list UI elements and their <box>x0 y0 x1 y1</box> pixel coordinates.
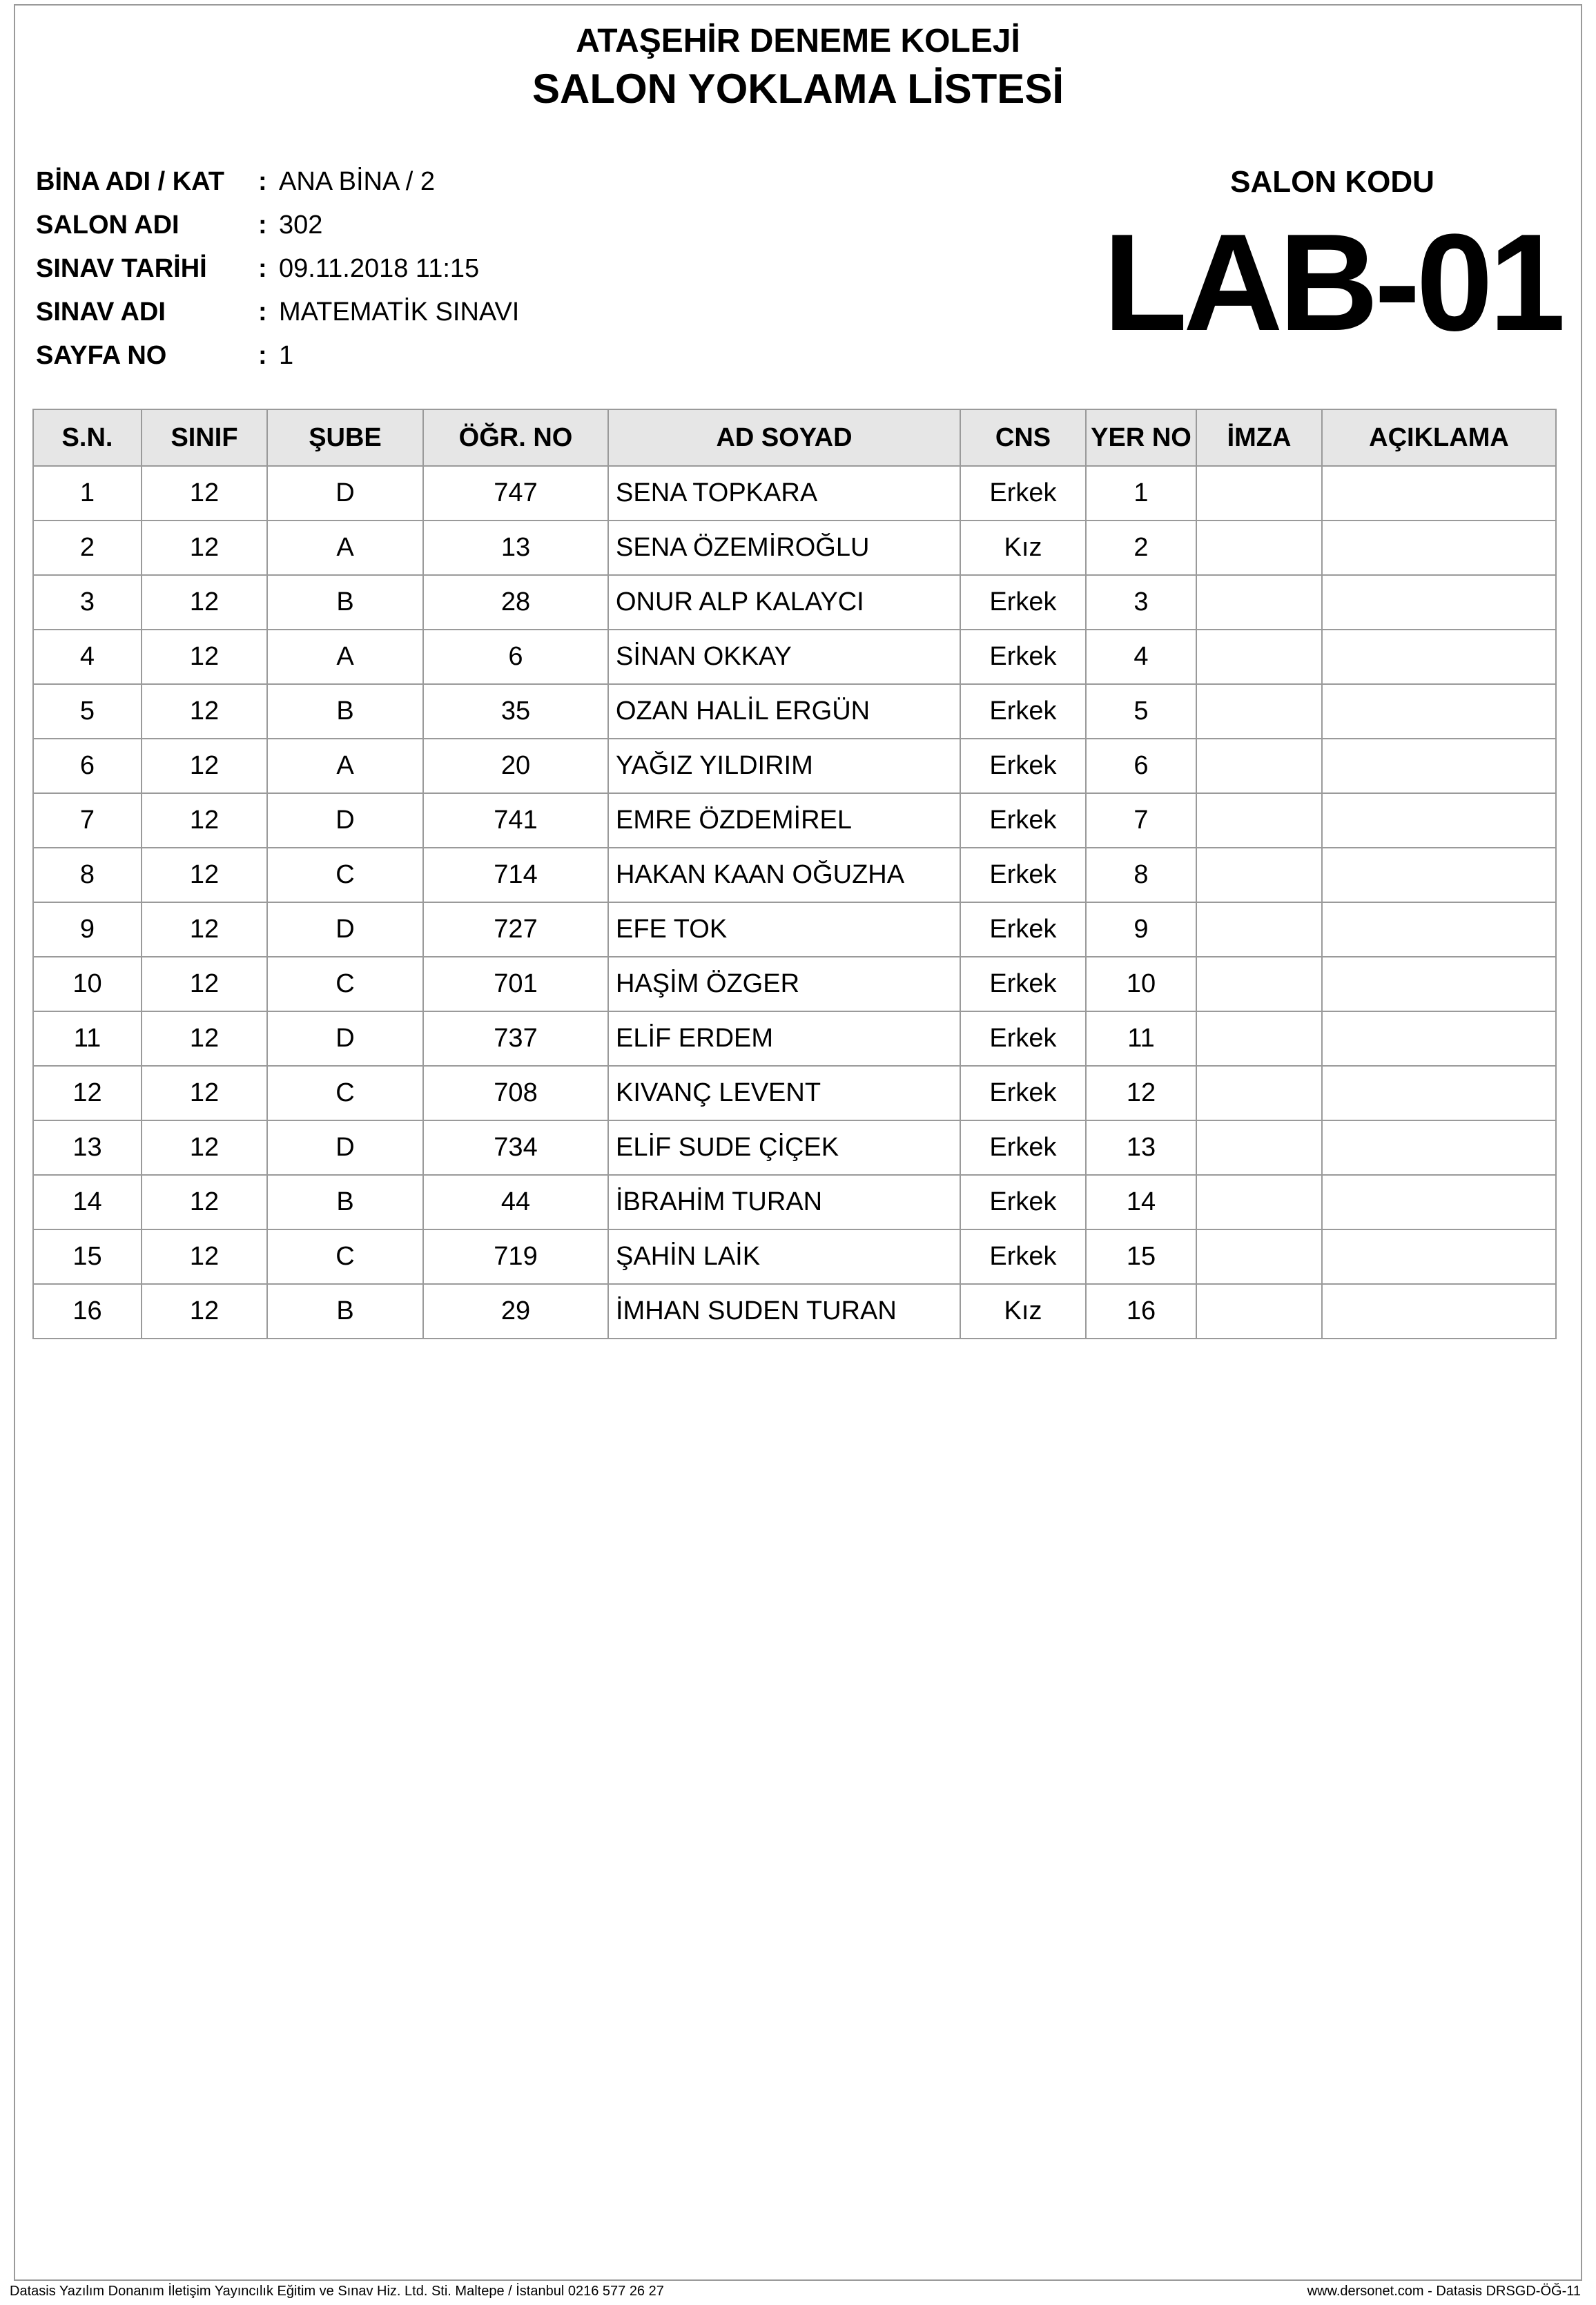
cell-signature <box>1196 1175 1322 1229</box>
cell-class: 12 <box>142 1011 267 1066</box>
cell-class: 12 <box>142 957 267 1011</box>
cell-gender: Erkek <box>960 630 1086 684</box>
cell-seat-no: 12 <box>1086 1066 1196 1120</box>
cell-sn: 2 <box>33 521 142 575</box>
cell-student-no: 29 <box>423 1284 608 1339</box>
info-label: SALON ADI <box>36 211 179 240</box>
cell-notes <box>1322 902 1556 957</box>
cell-gender: Erkek <box>960 1175 1086 1229</box>
cell-seat-no: 6 <box>1086 739 1196 793</box>
cell-student-name: YAĞIZ YILDIRIM <box>608 739 960 793</box>
cell-student-name: İBRAHİM TURAN <box>608 1175 960 1229</box>
cell-signature <box>1196 793 1322 848</box>
cell-gender: Erkek <box>960 466 1086 521</box>
cell-branch: D <box>267 1120 423 1175</box>
cell-notes <box>1322 1011 1556 1066</box>
footer-company-info: Datasis Yazılım Donanım İletişim Yayıncılık Eğitim ve Sınav Hiz. Ltd. Sti. Maltepe / İstanbul 0216 577 26 27 <box>10 2284 664 2299</box>
cell-seat-no: 16 <box>1086 1284 1196 1339</box>
cell-notes <box>1322 793 1556 848</box>
cell-student-no: 734 <box>423 1120 608 1175</box>
cell-branch: D <box>267 793 423 848</box>
cell-sn: 6 <box>33 739 142 793</box>
cell-sn: 3 <box>33 575 142 630</box>
cell-signature <box>1196 848 1322 902</box>
cell-branch: B <box>267 684 423 739</box>
salon-code: LAB-01 <box>1102 206 1562 360</box>
cell-student-name: SENA ÖZEMİROĞLU <box>608 521 960 575</box>
cell-signature <box>1196 1011 1322 1066</box>
cell-seat-no: 4 <box>1086 630 1196 684</box>
info-value: 302 <box>279 211 323 240</box>
cell-gender: Erkek <box>960 1120 1086 1175</box>
table-row <box>33 575 1556 630</box>
cell-class: 12 <box>142 1175 267 1229</box>
cell-seat-no: 8 <box>1086 848 1196 902</box>
cell-signature <box>1196 466 1322 521</box>
cell-sn: 10 <box>33 957 142 1011</box>
column-header: ŞUBE <box>267 409 423 466</box>
cell-class: 12 <box>142 1120 267 1175</box>
cell-class: 12 <box>142 902 267 957</box>
cell-branch: C <box>267 1066 423 1120</box>
cell-student-no: 708 <box>423 1066 608 1120</box>
cell-sn: 13 <box>33 1120 142 1175</box>
cell-branch: D <box>267 902 423 957</box>
info-value: MATEMATİK SINAVI <box>279 298 520 327</box>
table-header-row <box>33 409 1556 466</box>
info-colon: : <box>258 211 267 240</box>
cell-gender: Erkek <box>960 1066 1086 1120</box>
cell-sn: 11 <box>33 1011 142 1066</box>
cell-student-no: 727 <box>423 902 608 957</box>
cell-notes <box>1322 466 1556 521</box>
info-label: SINAV ADI <box>36 298 166 327</box>
salon-code-label: SALON KODU <box>1230 165 1434 199</box>
cell-gender: Erkek <box>960 957 1086 1011</box>
cell-seat-no: 1 <box>1086 466 1196 521</box>
cell-class: 12 <box>142 630 267 684</box>
cell-notes <box>1322 630 1556 684</box>
cell-gender: Erkek <box>960 793 1086 848</box>
cell-notes <box>1322 848 1556 902</box>
cell-signature <box>1196 902 1322 957</box>
cell-branch: C <box>267 957 423 1011</box>
info-label: BİNA ADI / KAT <box>36 167 225 196</box>
cell-seat-no: 5 <box>1086 684 1196 739</box>
cell-signature <box>1196 739 1322 793</box>
cell-student-no: 719 <box>423 1229 608 1284</box>
column-header: İMZA <box>1196 409 1322 466</box>
cell-sn: 5 <box>33 684 142 739</box>
cell-signature <box>1196 575 1322 630</box>
info-value: 09.11.2018 11:15 <box>279 254 480 283</box>
cell-branch: C <box>267 848 423 902</box>
column-header: CNS <box>960 409 1086 466</box>
info-label: SAYFA NO <box>36 341 167 370</box>
cell-student-no: 741 <box>423 793 608 848</box>
cell-sn: 9 <box>33 902 142 957</box>
cell-signature <box>1196 1284 1322 1339</box>
cell-gender: Kız <box>960 1284 1086 1339</box>
table-row <box>33 1284 1556 1339</box>
cell-student-name: OZAN HALİL ERGÜN <box>608 684 960 739</box>
school-name: ATAŞEHİR DENEME KOLEJİ <box>576 23 1020 59</box>
cell-student-no: 714 <box>423 848 608 902</box>
table-row <box>33 1066 1556 1120</box>
cell-seat-no: 2 <box>1086 521 1196 575</box>
cell-seat-no: 15 <box>1086 1229 1196 1284</box>
cell-student-name: HAŞİM ÖZGER <box>608 957 960 1011</box>
cell-gender: Erkek <box>960 902 1086 957</box>
cell-student-no: 28 <box>423 575 608 630</box>
info-colon: : <box>258 341 267 370</box>
cell-sn: 12 <box>33 1066 142 1120</box>
info-colon: : <box>258 254 267 283</box>
info-colon: : <box>258 167 267 196</box>
cell-seat-no: 10 <box>1086 957 1196 1011</box>
cell-branch: A <box>267 630 423 684</box>
column-header: S.N. <box>33 409 142 466</box>
cell-student-name: ONUR ALP KALAYCI <box>608 575 960 630</box>
cell-gender: Erkek <box>960 739 1086 793</box>
cell-student-name: SİNAN OKKAY <box>608 630 960 684</box>
document-title: SALON YOKLAMA LİSTESİ <box>532 66 1064 112</box>
cell-student-name: HAKAN KAAN OĞUZHA <box>608 848 960 902</box>
cell-notes <box>1322 957 1556 1011</box>
cell-class: 12 <box>142 466 267 521</box>
cell-notes <box>1322 739 1556 793</box>
cell-gender: Erkek <box>960 848 1086 902</box>
cell-student-name: EFE TOK <box>608 902 960 957</box>
cell-student-no: 44 <box>423 1175 608 1229</box>
column-header: AD SOYAD <box>608 409 960 466</box>
cell-class: 12 <box>142 684 267 739</box>
cell-student-no: 35 <box>423 684 608 739</box>
column-header: SINIF <box>142 409 267 466</box>
info-label: SINAV TARİHİ <box>36 254 207 283</box>
cell-class: 12 <box>142 793 267 848</box>
cell-seat-no: 9 <box>1086 902 1196 957</box>
table-row <box>33 684 1556 739</box>
cell-class: 12 <box>142 1229 267 1284</box>
cell-student-no: 737 <box>423 1011 608 1066</box>
cell-notes <box>1322 1120 1556 1175</box>
cell-sn: 8 <box>33 848 142 902</box>
cell-student-no: 747 <box>423 466 608 521</box>
cell-seat-no: 11 <box>1086 1011 1196 1066</box>
column-header: ÖĞR. NO <box>423 409 608 466</box>
cell-student-name: İMHAN SUDEN TURAN <box>608 1284 960 1339</box>
cell-class: 12 <box>142 848 267 902</box>
table-body <box>33 466 1556 1339</box>
table-row <box>33 957 1556 1011</box>
table-row <box>33 739 1556 793</box>
info-value: ANA BİNA / 2 <box>279 167 435 196</box>
cell-student-name: ŞAHİN LAİK <box>608 1229 960 1284</box>
cell-sn: 4 <box>33 630 142 684</box>
cell-branch: C <box>267 1229 423 1284</box>
cell-branch: A <box>267 739 423 793</box>
cell-seat-no: 14 <box>1086 1175 1196 1229</box>
table-row <box>33 466 1556 521</box>
cell-notes <box>1322 1284 1556 1339</box>
table-row <box>33 848 1556 902</box>
cell-student-name: ELİF ERDEM <box>608 1011 960 1066</box>
cell-class: 12 <box>142 521 267 575</box>
cell-sn: 14 <box>33 1175 142 1229</box>
cell-gender: Erkek <box>960 1011 1086 1066</box>
cell-student-no: 20 <box>423 739 608 793</box>
cell-student-name: EMRE ÖZDEMİREL <box>608 793 960 848</box>
table-row <box>33 1011 1556 1066</box>
cell-branch: B <box>267 1175 423 1229</box>
cell-signature <box>1196 1120 1322 1175</box>
cell-signature <box>1196 1066 1322 1120</box>
info-colon: : <box>258 298 267 327</box>
cell-notes <box>1322 684 1556 739</box>
cell-signature <box>1196 957 1322 1011</box>
cell-branch: B <box>267 575 423 630</box>
table-row <box>33 902 1556 957</box>
cell-class: 12 <box>142 1284 267 1339</box>
column-header: AÇIKLAMA <box>1322 409 1556 466</box>
table-row <box>33 630 1556 684</box>
info-value: 1 <box>279 341 294 370</box>
table-row <box>33 1229 1556 1284</box>
cell-gender: Erkek <box>960 684 1086 739</box>
footer-form-code: www.dersonet.com - Datasis DRSGD-ÖĞ-11 <box>1307 2284 1581 2299</box>
cell-sn: 15 <box>33 1229 142 1284</box>
cell-signature <box>1196 630 1322 684</box>
cell-notes <box>1322 575 1556 630</box>
cell-gender: Erkek <box>960 1229 1086 1284</box>
table-row <box>33 1175 1556 1229</box>
cell-branch: D <box>267 1011 423 1066</box>
cell-gender: Erkek <box>960 575 1086 630</box>
cell-sn: 7 <box>33 793 142 848</box>
cell-notes <box>1322 1066 1556 1120</box>
cell-signature <box>1196 684 1322 739</box>
cell-class: 12 <box>142 575 267 630</box>
cell-seat-no: 13 <box>1086 1120 1196 1175</box>
table-row <box>33 521 1556 575</box>
cell-branch: D <box>267 466 423 521</box>
cell-student-name: SENA TOPKARA <box>608 466 960 521</box>
cell-signature <box>1196 1229 1322 1284</box>
cell-notes <box>1322 1175 1556 1229</box>
cell-class: 12 <box>142 739 267 793</box>
column-header: YER NO <box>1086 409 1196 466</box>
cell-signature <box>1196 521 1322 575</box>
cell-branch: A <box>267 521 423 575</box>
cell-student-no: 6 <box>423 630 608 684</box>
cell-sn: 1 <box>33 466 142 521</box>
cell-student-name: ELİF SUDE ÇİÇEK <box>608 1120 960 1175</box>
cell-branch: B <box>267 1284 423 1339</box>
cell-seat-no: 3 <box>1086 575 1196 630</box>
table-row <box>33 793 1556 848</box>
cell-gender: Kız <box>960 521 1086 575</box>
cell-class: 12 <box>142 1066 267 1120</box>
cell-student-no: 13 <box>423 521 608 575</box>
cell-seat-no: 7 <box>1086 793 1196 848</box>
attendance-table <box>32 409 1557 1339</box>
cell-notes <box>1322 1229 1556 1284</box>
cell-sn: 16 <box>33 1284 142 1339</box>
cell-notes <box>1322 521 1556 575</box>
cell-student-no: 701 <box>423 957 608 1011</box>
table-row <box>33 1120 1556 1175</box>
cell-student-name: KIVANÇ LEVENT <box>608 1066 960 1120</box>
